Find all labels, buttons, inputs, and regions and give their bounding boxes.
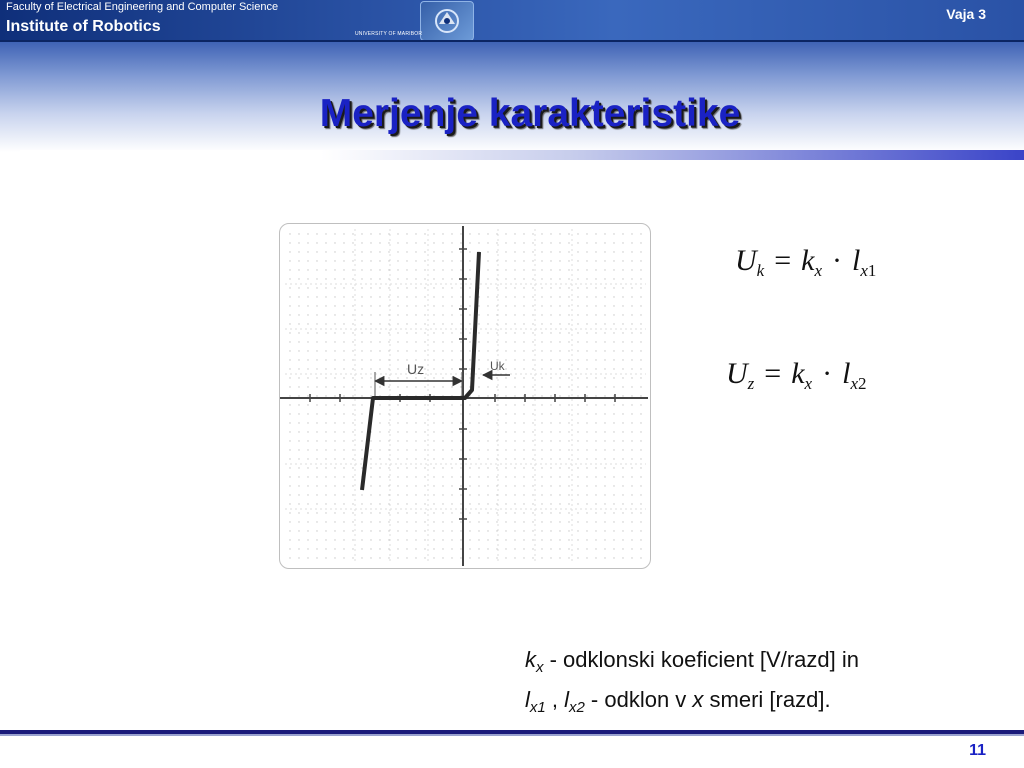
formula-uz-k: k bbox=[791, 357, 805, 390]
formula-uz-l-idx: 2 bbox=[857, 374, 867, 393]
slide-title: Merjenje karakteristike bbox=[319, 92, 741, 135]
formula-uk-l: l bbox=[852, 244, 861, 277]
formula-uz bbox=[726, 357, 866, 394]
formula-uz-l-sub: x bbox=[850, 374, 858, 393]
equals-sign: = bbox=[764, 357, 782, 390]
desc-lx-end: smeri [razd]. bbox=[703, 687, 831, 712]
dot-operator: · bbox=[832, 244, 843, 277]
faculty-name: Faculty of Electrical Engineering and Computer Science bbox=[6, 1, 279, 13]
university-name: UNIVERSITY OF MARIBOR bbox=[355, 31, 423, 37]
formula-uk-k-sub: x bbox=[814, 261, 823, 280]
desc-x-symbol: x bbox=[692, 687, 704, 712]
formula-uz-lhs-sub: z bbox=[747, 374, 755, 393]
desc-kx-text: - odklonski koeficient [V/razd] in bbox=[543, 647, 859, 672]
description-line-2 bbox=[525, 684, 985, 724]
formula-uz-lhs: U bbox=[726, 357, 748, 390]
title-underline bbox=[20, 150, 1024, 160]
desc-lx2-symbol: l bbox=[564, 687, 569, 712]
logo-emblem-icon bbox=[421, 2, 473, 40]
formula-uk-l-sub: x bbox=[860, 261, 868, 280]
diode-characteristic-plot bbox=[280, 224, 650, 568]
desc-separator: , bbox=[545, 687, 565, 712]
formula-uz-k-sub: x bbox=[804, 374, 813, 393]
uz-label: Uz bbox=[407, 361, 425, 377]
desc-lx2-sub: x2 bbox=[568, 699, 585, 716]
desc-lx1-symbol: l bbox=[525, 687, 530, 712]
formula-uk-lhs: U bbox=[735, 244, 757, 277]
formula-uz-l: l bbox=[842, 357, 851, 390]
header-band bbox=[0, 0, 1024, 42]
university-logo bbox=[420, 1, 474, 41]
lesson-label: Vaja 3 bbox=[946, 6, 986, 22]
symbol-description bbox=[525, 644, 985, 724]
formula-uk bbox=[735, 244, 876, 281]
desc-lx1-sub: x1 bbox=[529, 699, 546, 716]
desc-kx-sub: x bbox=[536, 659, 544, 676]
description-line-1 bbox=[525, 644, 985, 684]
institute-name: Institute of Robotics bbox=[6, 18, 161, 35]
oscilloscope-figure bbox=[279, 223, 651, 569]
page-number: 11 bbox=[969, 742, 986, 759]
footer-rule-light bbox=[0, 734, 1024, 736]
dot-operator: · bbox=[822, 357, 833, 390]
desc-lx-text: - odklon v bbox=[584, 687, 693, 712]
formula-uk-l-idx: 1 bbox=[867, 261, 877, 280]
equals-sign: = bbox=[774, 244, 792, 277]
desc-kx-symbol: k bbox=[525, 647, 536, 672]
formula-uk-k: k bbox=[801, 244, 815, 277]
uk-label: Uk bbox=[490, 359, 505, 373]
formula-uk-lhs-sub: k bbox=[756, 261, 765, 280]
